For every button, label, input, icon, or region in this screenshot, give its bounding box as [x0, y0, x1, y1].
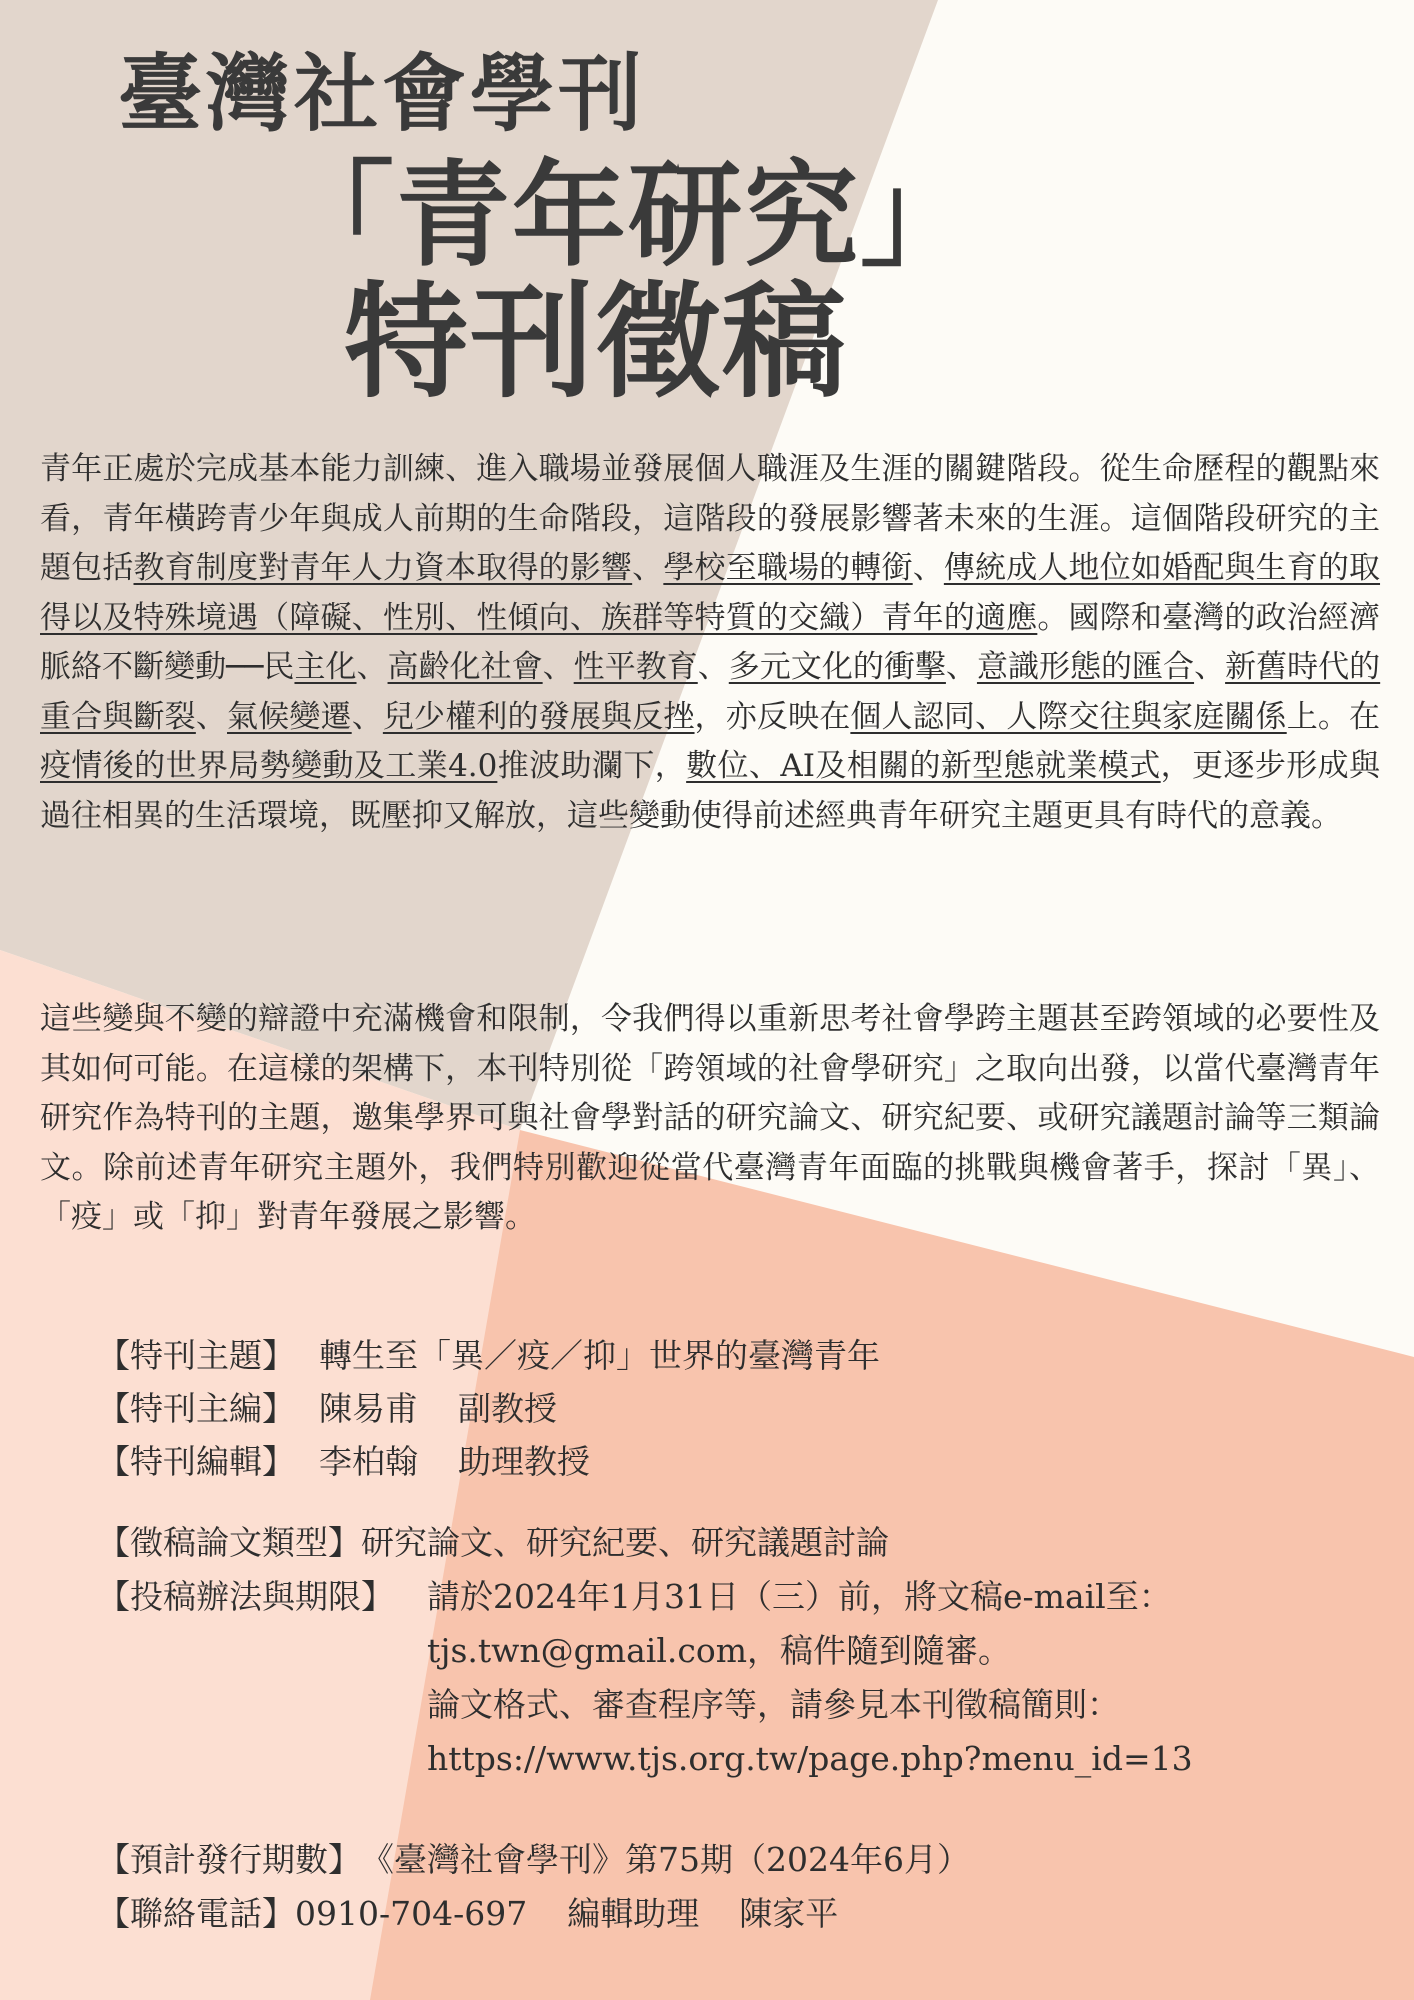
text-run: ，更逐步形成與過往相異的生活環境，既壓抑又解放，這些變動使得前述經典青年研究主題更具有時代的意義。 [40, 748, 1381, 834]
issue-value: 《臺灣社會學刊》第75期（2024年6月） [361, 1840, 970, 1879]
keyword-topic: 學校至職場的轉銜 [663, 550, 913, 586]
text-run: 、 [632, 550, 664, 586]
submission-deadline: 請於2024年1月31日（三）前，將文稿e-mail至： [427, 1577, 1172, 1616]
submission-guidelines-link[interactable]: https://www.tjs.org.tw/page.php?menu_id=13 [427, 1739, 1193, 1778]
intro-paragraph-1 [40, 445, 1380, 841]
submission-row [97, 1570, 1193, 1786]
editor-name: 陳易甫 [319, 1389, 418, 1428]
text-run: 上。在 [1286, 698, 1381, 735]
keyword-topic: 性平教育 [573, 649, 698, 685]
submission-details [427, 1570, 1193, 1786]
keyword-topic: 疫情後的世界局勢變動及工業4.0 [40, 748, 498, 784]
text-run: ，亦反映在 [694, 698, 851, 735]
issue-label: 【預計發行期數】 [97, 1840, 361, 1879]
text-run: 、 [356, 649, 388, 685]
keyword-topic: 兒少權利的發展與反挫 [382, 698, 695, 735]
contact-name: 陳家平 [739, 1894, 839, 1933]
associate-editor-title: 助理教授 [458, 1442, 590, 1481]
associate-editor-row [97, 1435, 880, 1488]
keyword-topic: 個人認同、人際交往與家庭關係 [850, 698, 1287, 735]
contact-row [97, 1887, 970, 1941]
text-run: 。國際和臺灣的政治經濟脈絡不斷變動──民 [40, 599, 1381, 685]
text-run: 、 [1194, 649, 1226, 685]
contact-label: 【聯絡電話】 [97, 1894, 295, 1933]
associate-editor-label: 【特刊編輯】 [97, 1442, 295, 1481]
text-run: 推波助瀾下， [497, 748, 687, 784]
text-run: 、 [351, 698, 383, 735]
text-run: 、 [195, 698, 228, 735]
keyword-topic: 氣候變遷 [227, 698, 352, 735]
editor-title: 副教授 [458, 1389, 557, 1428]
editor-label: 【特刊主編】 [97, 1389, 295, 1428]
associate-editor-name: 李柏翰 [319, 1442, 418, 1481]
text-run: 、 [697, 649, 729, 685]
submission-info-list [97, 1516, 1193, 1786]
keyword-topic: 新舊時代的重合與斷裂 [40, 649, 1381, 735]
keyword-topic: 意識形態的匯合 [976, 649, 1195, 685]
contact-role: 編輯助理 [567, 1894, 700, 1933]
paper-types-value: 研究論文、研究紀要、研究議題討論 [361, 1523, 889, 1562]
paper-types-row [97, 1516, 1193, 1570]
contact-phone: 0910-704-697 [295, 1894, 528, 1933]
paper-types-label: 【徵稿論文類型】 [97, 1523, 361, 1562]
keyword-topic: 高齡化社會 [387, 649, 543, 685]
publication-info-list [97, 1833, 970, 1941]
journal-name: 臺灣社會學刊 [118, 45, 647, 143]
keyword-topic: 多元文化的衝擊 [728, 649, 946, 685]
submission-label: 【投稿辦法與期限】 [97, 1577, 394, 1616]
keyword-topic: 主化 [294, 649, 357, 685]
text-run: 、 [945, 649, 977, 685]
issue-info-list [97, 1329, 880, 1488]
theme-value: 轉生至「異／疫／抑」世界的臺灣青年 [319, 1336, 880, 1375]
intro-paragraph-2: 這些變與不變的辯證中充滿機會和限制，令我們得以重新思考社會學跨主題甚至跨領域的必要性及其如何可能。在這樣的架構下，本刊特別從「跨領域的社會學研究」之取向出發，以當代臺灣青年研究作為特刊的主題，邀集學界可與社會學對話的研究論文、研究紀要、或研究議題討論等三類論文。除前述青年研究主題外，我們特別歡迎從當代臺灣青年面臨的挑戰與機會著手，探討「異」、「疫」或「抑」對青年發展之影響。 [40, 1001, 1380, 1235]
issue-row [97, 1833, 970, 1887]
keyword-topic: 教育制度對青年人力資本取得的影響 [133, 550, 633, 586]
keyword-topic: 數位、AI及相關的新型態就業模式 [686, 748, 1161, 784]
submission-email: tjs.twn@gmail.com，稿件隨到隨審。 [427, 1631, 1012, 1670]
special-issue-title: 「青年研究」 [280, 149, 977, 282]
text-run: 青年正處於完成基本能力訓練、進入職場並發展個人職涯及生涯的關鍵階段。從生命歷程的觀點來看，青年橫跨青少年與成人前期的生命階段，這階段的發展影響著未來的生涯。這個階段研究的主題包括 [40, 451, 1380, 586]
submission-guidelines-note: 論文格式、審查程序等，請參見本刊徵稿簡則： [427, 1685, 1120, 1724]
call-for-papers-heading: 特刊徵稿 [344, 271, 849, 415]
text-run: 、 [912, 550, 944, 586]
text-run: 、 [542, 649, 574, 685]
keyword-topic: 傳統成人地位如婚配與生育的取得以及特殊境遇（障礙、性別、性傾向、族群等特質的交織）青年的適應 [40, 550, 1381, 636]
editor-row [97, 1382, 880, 1435]
theme-row [97, 1329, 880, 1382]
theme-label: 【特刊主題】 [97, 1336, 295, 1375]
